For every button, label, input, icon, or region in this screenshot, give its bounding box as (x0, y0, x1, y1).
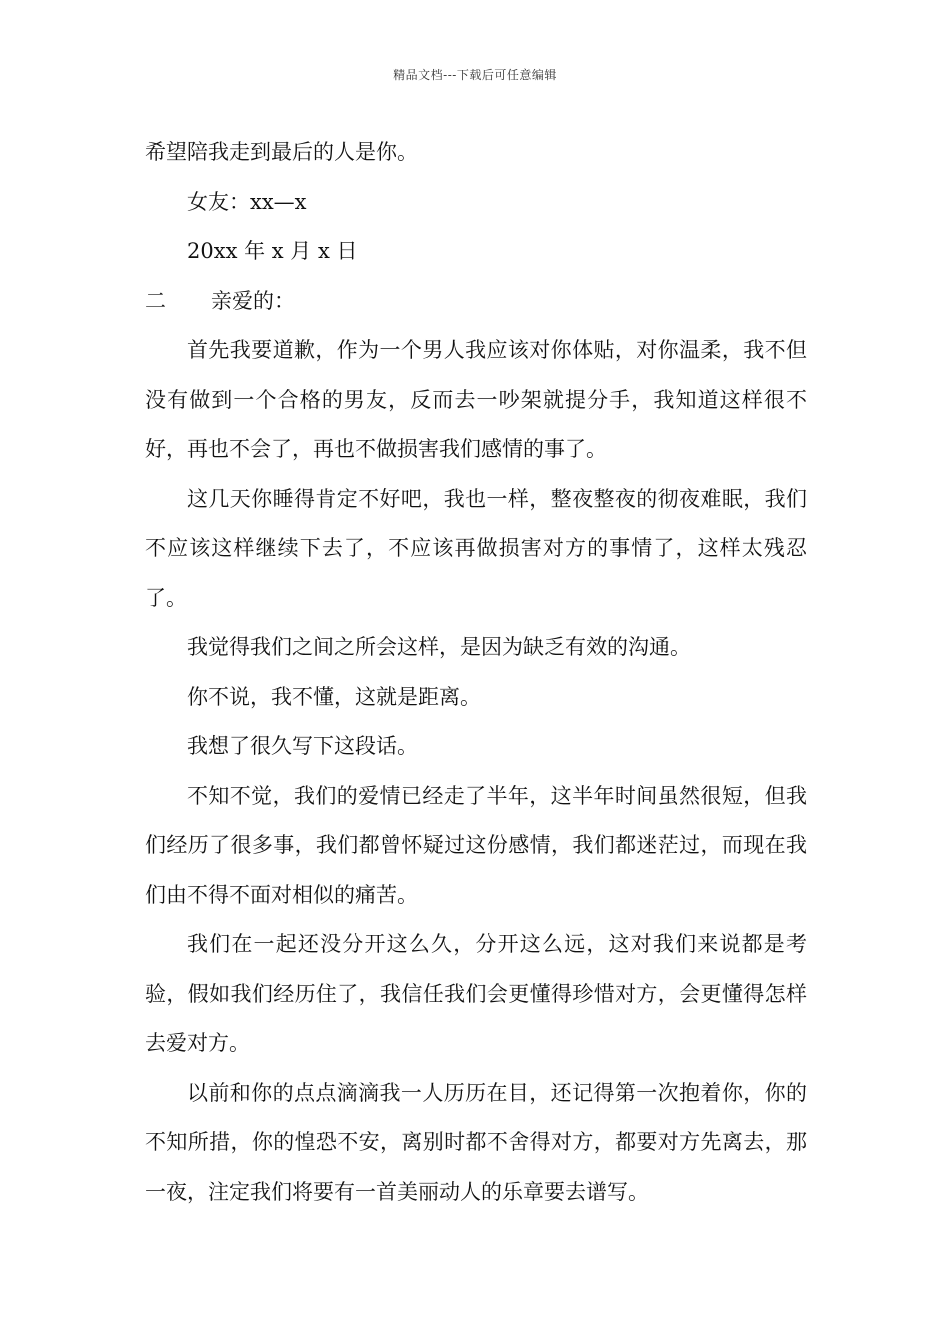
paragraph: 你不说，我不懂，这就是距离。 (187, 684, 481, 709)
paragraph: 我觉得我们之间之所会这样，是因为缺乏有效的沟通。 (187, 635, 691, 659)
paragraph: 首先我要道歉，作为一个男人我应该对你体贴，对你温柔，我不但没有做到一个合格的男友，反而去一吵架就提分手，我知道这样很不好，再也不会了，再也不做损害我们感情的事了。 (145, 338, 807, 461)
signature: 女友：xx—x (187, 189, 307, 214)
section-heading (145, 277, 807, 327)
paragraph: 我们在一起还没分开这么久，分开这么远，这对我们来说都是考验，假如我们经历住了，我信任我们会更懂得珍惜对方，会更懂得怎样去爱对方。 (145, 932, 807, 1055)
page-header: 精品文档---下载后可任意编辑 (393, 68, 557, 82)
salutation: 亲爱的： (211, 288, 295, 313)
paragraph: 不知不觉，我们的爱情已经走了半年，这半年时间虽然很短，但我们经历了很多事，我们都曾怀疑过这份感情，我们都迷茫过，而现在我们由不得不面对相似的痛苦。 (145, 783, 807, 907)
paragraph: 这几天你睡得肯定不好吧，我也一样，整夜整夜的彻夜难眠，我们不应该这样继续下去了，不应该再做损害对方的事情了，这样太残忍了。 (145, 486, 807, 610)
paragraph: 我想了很久写下这段话。 (187, 734, 418, 758)
letter-date: 20xx 年 x 月 x 日 (187, 239, 358, 263)
section-number: 二 (145, 288, 166, 313)
closing-line: 希望陪我走到最后的人是你。 (145, 140, 418, 164)
paragraph: 以前和你的点点滴滴我一人历历在目，还记得第一次抱着你，你的不知所措，你的惶恐不安，离别时都不舍得对方，都要对方先离去，那一夜，注定我们将要有一首美丽动人的乐章要去谱写。 (145, 1080, 807, 1204)
document-body (145, 128, 807, 1217)
